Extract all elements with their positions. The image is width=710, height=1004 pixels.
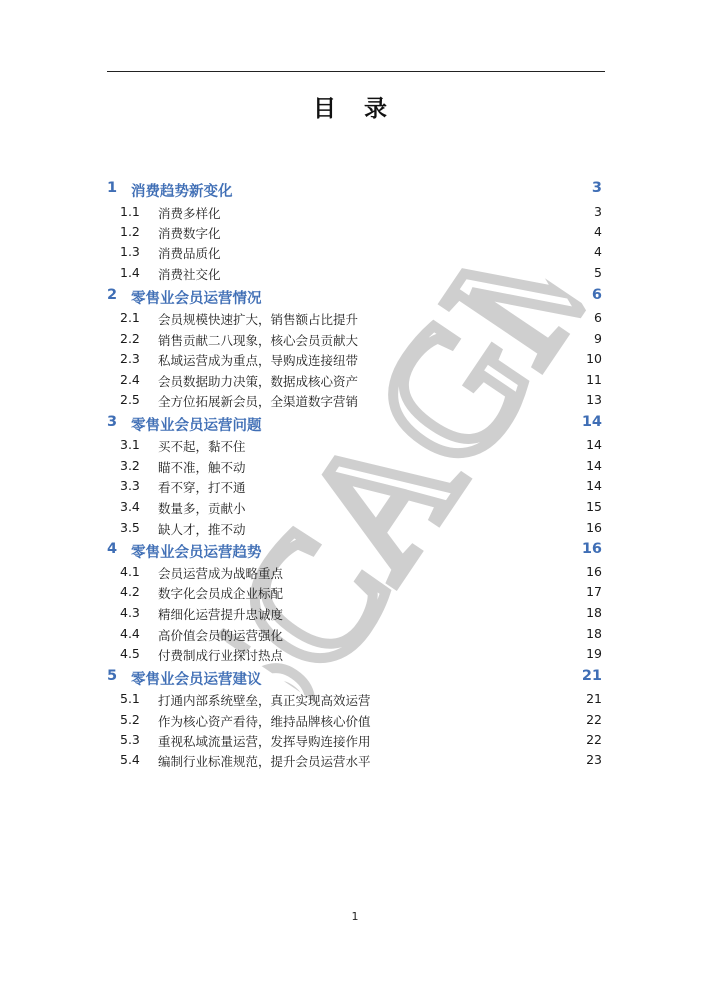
- toc-section-4-1[interactable]: [0, 564, 710, 584]
- toc-section-label: 付费制成行业探讨热点: [158, 648, 284, 663]
- toc-section-page: 18: [586, 626, 602, 641]
- toc-section-number: 5.2: [120, 712, 140, 727]
- toc-section-5-3[interactable]: [0, 732, 710, 752]
- toc-section-page: 18: [586, 605, 602, 620]
- toc-section-page: 6: [594, 310, 602, 325]
- toc-section-label: 会员规模快速扩大，销售额占比提升: [158, 312, 359, 327]
- toc-section-label: 全方位拓展新会员，全渠道数字营销: [158, 394, 359, 409]
- toc-chapter-page: 21: [581, 668, 602, 684]
- toc-section-page: 21: [586, 691, 602, 706]
- toc-section-number: 3.5: [120, 520, 140, 535]
- toc-chapter-label: 零售业会员运营建议: [131, 672, 262, 688]
- toc-section-2-3[interactable]: [0, 351, 710, 371]
- toc-section-label: 缺人才，推不动: [158, 522, 246, 537]
- toc-chapter-1[interactable]: [0, 180, 710, 200]
- toc-section-1-2[interactable]: [0, 224, 710, 244]
- toc-section-number: 4.5: [120, 646, 140, 661]
- toc-section-label: 编制行业标准规范，提升会员运营水平: [158, 754, 371, 769]
- toc-section-page: 17: [586, 584, 602, 599]
- toc-section-number: 3.3: [120, 478, 140, 493]
- toc-section-page: 22: [586, 712, 602, 727]
- toc-section-label: 会员运营成为战略重点: [158, 566, 284, 581]
- toc-section-label: 数字化会员成企业标配: [158, 586, 284, 601]
- toc-chapter-2[interactable]: [0, 287, 710, 307]
- toc-section-5-1[interactable]: [0, 691, 710, 711]
- toc-section-label: 看不穿，打不通: [158, 480, 246, 495]
- toc-section-number: 3.1: [120, 437, 140, 452]
- toc-section-number: 2.2: [120, 331, 140, 346]
- toc-chapter-page: 14: [581, 414, 602, 430]
- toc-section-number: 1.4: [120, 265, 140, 280]
- toc-section-page: 23: [586, 752, 602, 767]
- toc-section-label: 精细化运营提升忠诚度: [158, 607, 284, 622]
- toc-section-number: 4.2: [120, 584, 140, 599]
- toc-section-page: 4: [594, 244, 602, 259]
- toc-section-page: 5: [594, 265, 602, 280]
- toc-section-number: 1.3: [120, 244, 140, 259]
- toc-section-5-4[interactable]: [0, 752, 710, 772]
- toc-section-page: 14: [586, 437, 602, 452]
- toc-section-number: 4.4: [120, 626, 140, 641]
- toc-section-page: 19: [586, 646, 602, 661]
- page-number: 1: [351, 910, 359, 923]
- toc-section-4-2[interactable]: [0, 584, 710, 604]
- toc-section-2-2[interactable]: [0, 331, 710, 351]
- toc-section-3-3[interactable]: [0, 478, 710, 498]
- toc-section-2-1[interactable]: [0, 310, 710, 330]
- toc-section-page: 15: [586, 499, 602, 514]
- toc-section-2-4[interactable]: [0, 372, 710, 392]
- toc-section-number: 2.3: [120, 351, 140, 366]
- toc-chapter-number: 2: [107, 287, 118, 303]
- toc-section-3-2[interactable]: [0, 458, 710, 478]
- toc-section-label: 私域运营成为重点，导购成连接纽带: [158, 353, 359, 368]
- toc-section-page: 10: [586, 351, 602, 366]
- toc-section-label: 消费社交化: [158, 267, 221, 282]
- toc-chapter-label: 零售业会员运营情况: [131, 291, 262, 307]
- toc-section-number: 4.1: [120, 564, 140, 579]
- toc-section-number: 1.1: [120, 204, 140, 219]
- toc-section-label: 高价值会员的运营强化: [158, 628, 284, 643]
- toc-section-1-1[interactable]: [0, 204, 710, 224]
- toc-chapter-number: 1: [107, 180, 118, 196]
- toc-section-label: 作为核心资产看待，维持品牌核心价值: [158, 714, 371, 729]
- toc-section-3-4[interactable]: [0, 499, 710, 519]
- toc-section-label: 消费品质化: [158, 246, 221, 261]
- toc-chapter-number: 5: [107, 668, 118, 684]
- toc-chapter-page: 6: [591, 287, 602, 303]
- toc-chapter-5[interactable]: [0, 668, 710, 688]
- toc-section-number: 3.4: [120, 499, 140, 514]
- toc-section-page: 3: [594, 204, 602, 219]
- toc-section-label: 会员数据助力决策，数据成核心资产: [158, 374, 359, 389]
- toc-section-page: 11: [586, 372, 602, 387]
- toc-section-1-3[interactable]: [0, 244, 710, 264]
- watermark-text: SCAGM: [170, 206, 630, 734]
- toc-section-5-2[interactable]: [0, 712, 710, 732]
- toc-section-label: 瞄不准，触不动: [158, 460, 246, 475]
- toc-section-number: 2.1: [120, 310, 140, 325]
- toc-chapter-page: 16: [581, 541, 602, 557]
- toc-section-label: 消费数字化: [158, 226, 221, 241]
- toc-section-label: 打通内部系统壁垒，真正实现高效运营: [158, 693, 371, 708]
- toc-section-page: 14: [586, 458, 602, 473]
- toc-section-1-4[interactable]: [0, 265, 710, 285]
- toc-section-number: 1.2: [120, 224, 140, 239]
- toc-chapter-number: 3: [107, 414, 118, 430]
- toc-section-label: 销售贡献二八现象，核心会员贡献大: [158, 333, 359, 348]
- toc-section-3-5[interactable]: [0, 520, 710, 540]
- toc-chapter-label: 消费趋势新变化: [131, 184, 233, 200]
- toc-section-page: 9: [594, 331, 602, 346]
- toc-section-page: 14: [586, 478, 602, 493]
- toc-section-page: 4: [594, 224, 602, 239]
- toc-section-number: 5.3: [120, 732, 140, 747]
- toc-chapter-3[interactable]: [0, 414, 710, 434]
- toc-section-4-4[interactable]: [0, 626, 710, 646]
- page-title: 目 录: [312, 96, 397, 122]
- toc-chapter-label: 零售业会员运营趋势: [131, 545, 262, 561]
- toc-section-label: 重视私域流量运营，发挥导购连接作用: [158, 734, 371, 749]
- toc-section-4-3[interactable]: [0, 605, 710, 625]
- toc-section-3-1[interactable]: [0, 437, 710, 457]
- toc-section-page: 16: [586, 564, 602, 579]
- toc-section-label: 买不起，黏不住: [158, 439, 246, 454]
- toc-section-4-5[interactable]: [0, 646, 710, 666]
- toc-section-page: 13: [586, 392, 602, 407]
- toc-section-number: 4.3: [120, 605, 140, 620]
- toc-section-label: 消费多样化: [158, 206, 221, 221]
- toc-section-page: 22: [586, 732, 602, 747]
- toc-section-number: 5.1: [120, 691, 140, 706]
- toc-chapter-4[interactable]: [0, 541, 710, 561]
- toc-section-number: 5.4: [120, 752, 140, 767]
- toc-chapter-number: 4: [107, 541, 118, 557]
- toc-section-number: 2.4: [120, 372, 140, 387]
- toc-chapter-page: 3: [591, 180, 602, 196]
- toc-section-number: 3.2: [120, 458, 140, 473]
- toc-section-2-5[interactable]: [0, 392, 710, 412]
- toc-section-label: 数量多，贡献小: [158, 501, 246, 516]
- toc-chapter-label: 零售业会员运营问题: [131, 418, 262, 434]
- toc-section-number: 2.5: [120, 392, 140, 407]
- toc-section-page: 16: [586, 520, 602, 535]
